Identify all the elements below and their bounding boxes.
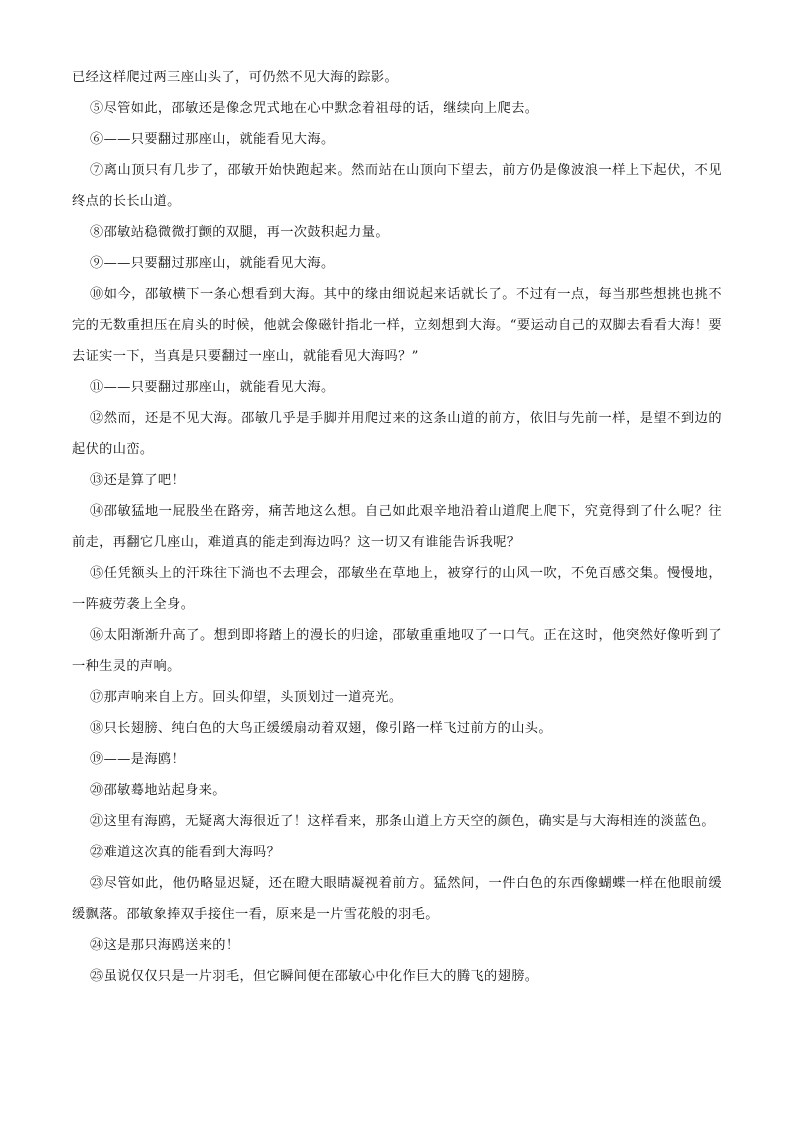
paragraph-16: ⑯太阳渐渐升高了。想到即将踏上的漫长的归途，邵敏重重地叹了一口气。正在这时，他突然好像听到了一种生灵的声响。 xyxy=(72,628,722,674)
paragraph-19: ⑲——是海鸥！ xyxy=(90,752,186,767)
paragraph-10: ⑩如今，邵敏横下一条心想看到大海。其中的缘由细说起来话就长了。不过有一点，每当那些想挑也挑不完的无数重担压在肩头的时候，他就会像磁针指北一样，立刻想到大海。“要运动自己的双脚去看看大海！要去证实一下，当真是只要翻过一座山，就能看见大海吗？” xyxy=(72,287,722,364)
paragraph-20: ⑳邵敏蓦地站起身来。 xyxy=(90,783,226,798)
paragraph-5: ⑤尽管如此，邵敏还是像念咒式地在心中默念着祖母的话，继续向上爬去。 xyxy=(90,101,539,116)
paragraph-6: ⑥——只要翻过那座山，就能看见大海。 xyxy=(90,132,335,147)
paragraph-13: ⑬还是算了吧！ xyxy=(90,473,186,488)
paragraph-14: ⑭邵敏猛地一屁股坐在路旁，痛苦地这么想。自己如此艰辛地沿着山道爬上爬下，究竟得到了什么呢？往前走，再翻它几座山，难道真的能走到海边吗？这一切又有谁能告诉我呢？ xyxy=(72,504,722,550)
paragraph-17: ⑰那声响来自上方。回头仰望，头顶划过一道亮光。 xyxy=(90,690,403,705)
paragraph-24: ㉔这是那只海鸥送来的！ xyxy=(90,938,240,953)
article-body xyxy=(72,62,722,992)
paragraph-25: ㉕虽说仅仅只是一片羽毛，但它瞬间便在邵敏心中化作巨大的腾飞的翅膀。 xyxy=(90,969,539,984)
paragraph-8: ⑧邵敏站稳微微打颤的双腿，再一次鼓积起力量。 xyxy=(90,225,389,240)
paragraph-11: ⑪——只要翻过那座山，就能看见大海。 xyxy=(90,380,335,395)
paragraph-22: ㉒难道这次真的能看到大海吗？ xyxy=(90,845,281,860)
paragraph-23: ㉓尽管如此，他仍略显迟疑，还在瞪大眼睛凝视着前方。猛然间，一件白色的东西像蝴蝶一样在他眼前缓缓飘落。邵敏象捧双手接住一看，原来是一片雪花般的羽毛。 xyxy=(72,876,722,922)
paragraph-18: ⑱只长翅膀、纯白色的大鸟正缓缓扇动着双翅，像引路一样飞过前方的山头。 xyxy=(90,721,552,736)
paragraph-15: ⑮任凭额头上的汗珠往下淌也不去理会，邵敏坐在草地上，被穿行的山风一吹，不免百感交集。慢慢地，一阵疲劳袭上全身。 xyxy=(72,566,722,612)
paragraph-7: ⑦离山顶只有几步了，邵敏开始快跑起来。然而站在山顶向下望去，前方仍是像波浪一样上下起伏，不见终点的长长山道。 xyxy=(72,163,722,209)
paragraph-21: ㉑这里有海鸥，无疑离大海很近了！这样看来，那条山道上方天空的颜色，确实是与大海相连的淡蓝色。 xyxy=(90,814,716,829)
paragraph-continued: 已经这样爬过两三座山头了，可仍然不见大海的踪影。 xyxy=(72,70,399,85)
paragraph-9: ⑨——只要翻过那座山，就能看见大海。 xyxy=(90,256,335,271)
paragraph-12: ⑫然而，还是不见大海。邵敏几乎是手脚并用爬过来的这条山道的前方，依旧与先前一样，是望不到边的起伏的山峦。 xyxy=(72,411,722,457)
